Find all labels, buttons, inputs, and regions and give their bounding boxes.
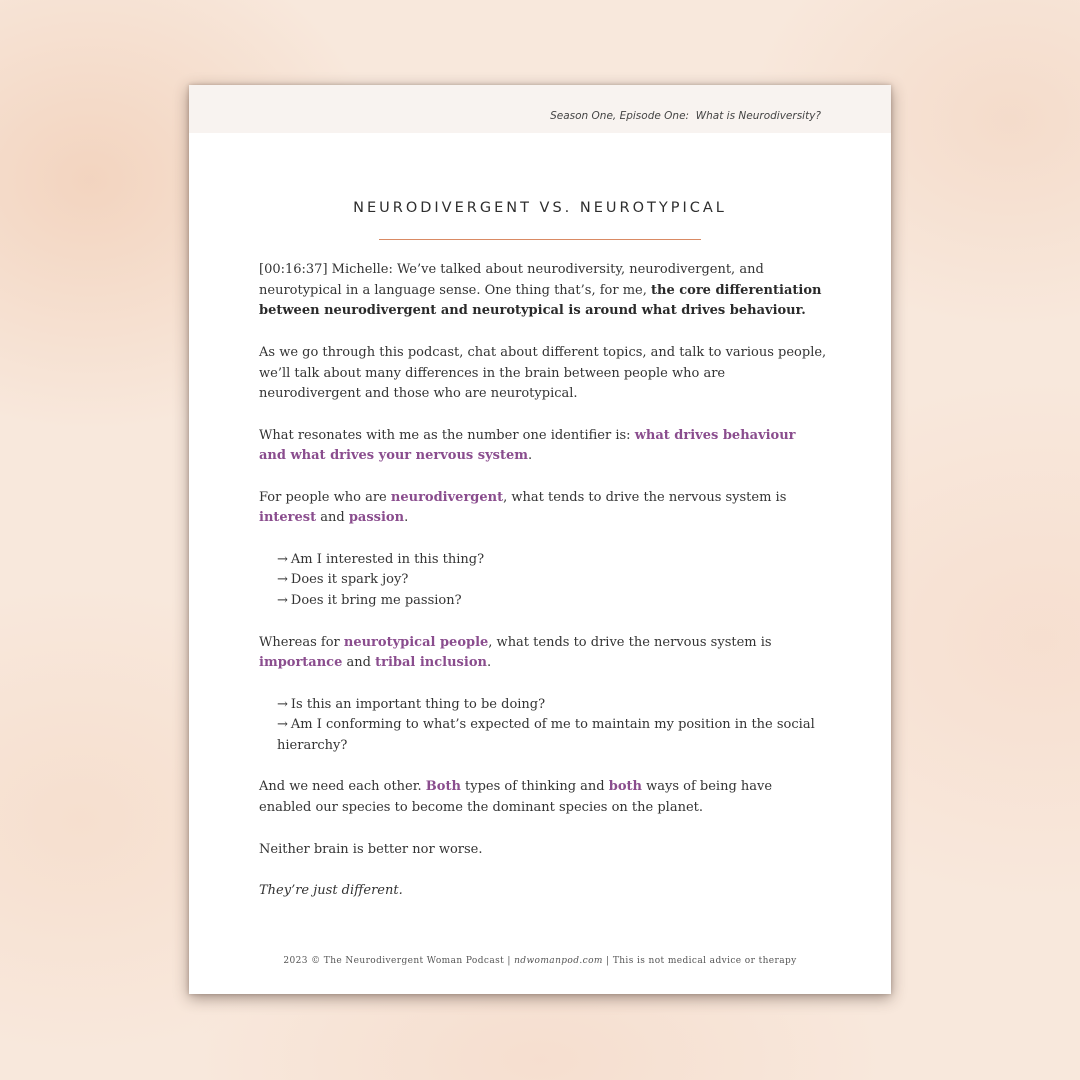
list-item [277, 550, 827, 571]
nd-text-3: and [316, 510, 349, 526]
nd-text-1: For people who are [259, 489, 391, 505]
list-item [277, 695, 827, 716]
document-page [189, 85, 891, 994]
eo-highlight-both-2: both [608, 779, 642, 795]
arrow-right-icon: → [277, 593, 288, 609]
nt-text-1: Whereas for [259, 634, 344, 650]
paragraph-neurodivergent [259, 488, 827, 529]
footer-site-link[interactable]: ndwomanpod.com [514, 956, 603, 966]
neurodivergent-questions-list [277, 550, 827, 612]
arrow-right-icon: → [277, 717, 288, 733]
identifier-highlight: what drives behaviour and what drives your nervous system [259, 427, 796, 464]
eo-highlight-both-1: Both [425, 779, 461, 795]
list-item-text: Is this an important thing to be doing? [290, 696, 546, 712]
nd-highlight-neurodivergent: neurodivergent [390, 489, 504, 505]
list-item-text: Does it spark joy? [290, 572, 409, 588]
nt-highlight-importance: importance [259, 655, 343, 671]
section-title: NEURODIVERGENT VS. NEUROTYPICAL [353, 200, 727, 216]
nt-text-4: . [486, 655, 492, 671]
transcript-body [259, 260, 827, 922]
paragraph-different [259, 881, 827, 902]
list-item-text: Am I interested in this thing? [290, 551, 485, 567]
paragraph-identifier [259, 426, 827, 467]
title-divider [379, 239, 701, 240]
paragraph-neither: Neither brain is better nor worse. [259, 841, 483, 857]
nt-text-3: and [342, 655, 376, 671]
page-footer [189, 956, 891, 966]
identifier-text: What resonates with me as the number one identifier is: [259, 427, 635, 443]
list-item-text: Does it bring me passion? [290, 593, 462, 609]
episode-label: Season One, Episode One: What is Neurodiversity? [550, 110, 821, 122]
eo-text-2: types of thinking and [460, 779, 609, 795]
eo-text-3: ways of being have enabled our species to become the dominant species on the planet. [259, 779, 773, 816]
arrow-right-icon: → [277, 696, 288, 712]
footer-copyright: 2023 © The Neurodivergent Woman Podcast | [283, 956, 515, 966]
nt-text-2: , what tends to drive the nervous system is [488, 634, 772, 650]
identifier-period: . [528, 448, 533, 464]
footer-disclaimer: | This is not medical advice or therapy [602, 956, 797, 966]
paragraph-podcast: As we go through this podcast, chat about different topics, and talk to various people, we’ll talk about many differences in the brain between people who are neurodivergent and those who are neurotypical. [259, 344, 827, 402]
arrow-right-icon: → [277, 551, 288, 567]
eo-text-1: And we need each other. [259, 779, 426, 795]
nd-highlight-interest: interest [259, 510, 317, 526]
paragraph-intro-text: [00:16:37] Michelle: We’ve talked about neurodiversity, neurodivergent, and neurotypical in a language sense. One thing that’s, for me, [259, 262, 764, 298]
list-item [277, 570, 827, 591]
nd-text-4: . [404, 510, 409, 526]
list-item-text: Am I conforming to what’s expected of me to maintain my position in the social hierarchy? [277, 717, 815, 754]
list-item [277, 715, 827, 756]
arrow-right-icon: → [277, 572, 288, 588]
nd-text-2: , what tends to drive the nervous system is [503, 489, 787, 505]
nd-highlight-passion: passion [348, 510, 405, 526]
paragraph-intro-bold: the core differentiation between neurodivergent and neurotypical is around what drives behaviour. [259, 282, 822, 319]
paragraph-each-other [259, 777, 827, 818]
closing-italic: They’re just different. [259, 882, 403, 898]
neurotypical-questions-list [277, 695, 827, 757]
page-header [189, 85, 891, 133]
nt-highlight-tribal: tribal inclusion [375, 655, 487, 671]
paragraph-intro [259, 260, 827, 322]
paragraph-neurotypical [259, 633, 827, 674]
nt-highlight-neurotypical: neurotypical people [343, 634, 489, 650]
list-item [277, 591, 827, 612]
